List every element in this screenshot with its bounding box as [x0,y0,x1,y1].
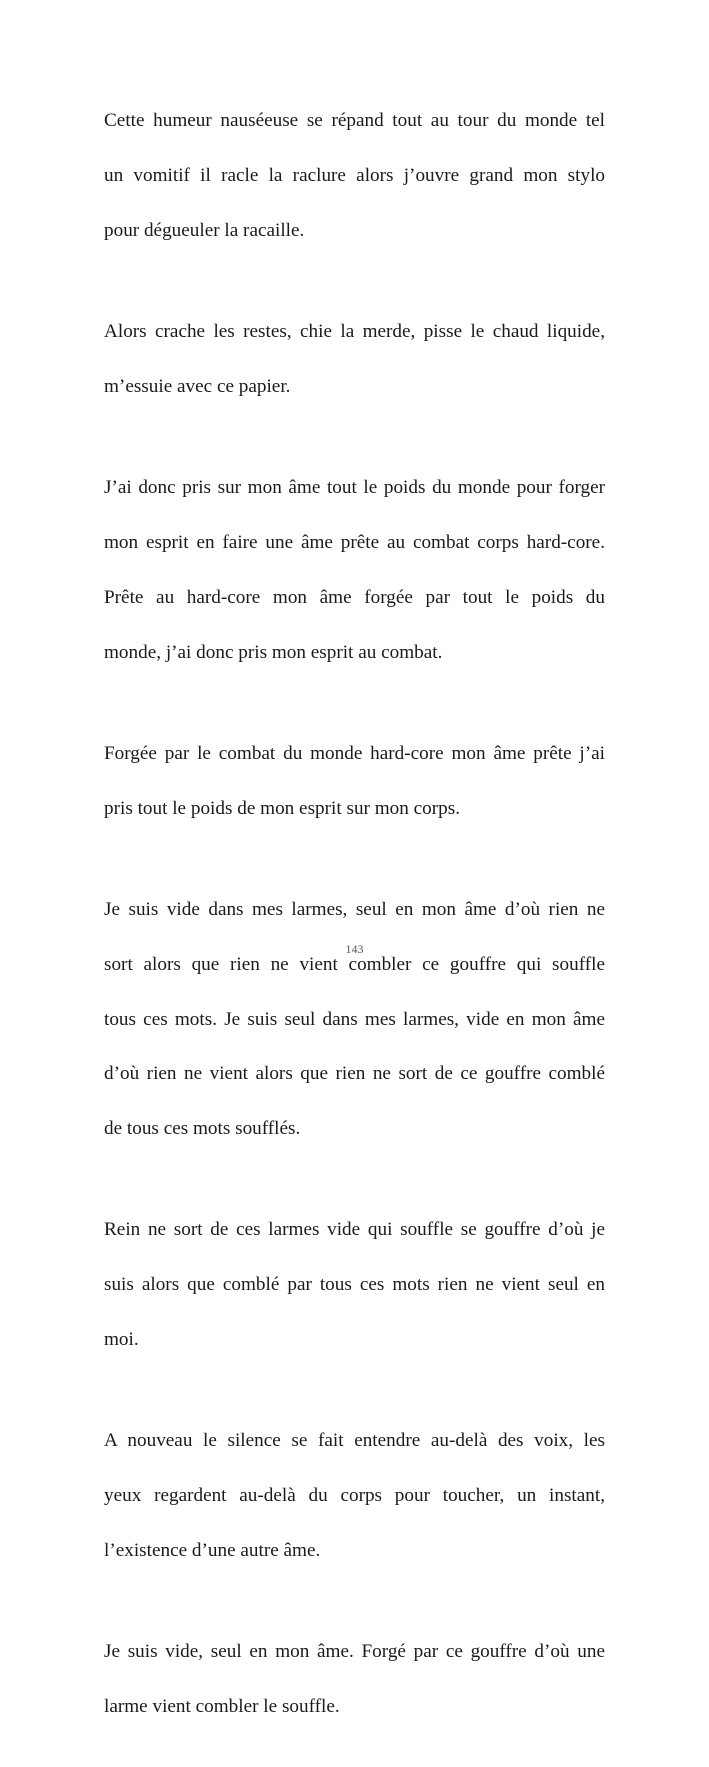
text-line: pris tout le poids de mon esprit sur mon corps. [104,797,460,819]
paragraph-3 [104,447,605,694]
text-line: d’où rien ne vient alors que rien ne sort de ce gouffre comblé [104,1063,605,1085]
text-line: suis alors que comblé par tous ces mots rien ne vient seul en [104,1274,605,1296]
text-line: J’ai donc pris sur mon âme tout le poids du monde pour forger [104,477,605,499]
paragraph-6 [104,1189,605,1381]
text-line: mon esprit en faire une âme prête au combat corps hard-core. [104,532,605,554]
text-line: Rein ne sort de ces larmes vide qui souffle se gouffre d’où je [104,1219,605,1241]
text-line: Alors crache les restes, chie la merde, pisse le chaud liquide, [104,321,605,343]
text-line: Cette humeur nauséeuse se répand tout au tour du monde tel [104,110,605,132]
paragraph-2 [104,291,605,428]
text-line: larme vient combler le souffle. [104,1695,340,1717]
text-line: pour dégueuler la racaille. [104,220,305,242]
text-line: monde, j’ai donc pris mon esprit au combat. [104,641,443,663]
body-text [104,80,605,1767]
page-number: 143 [345,942,364,956]
paragraph-4 [104,713,605,850]
paragraph-1 [104,80,605,272]
text-line: Forgée par le combat du monde hard-core mon âme prête j’ai [104,742,605,764]
text-line: de tous ces mots soufflés. [104,1118,301,1140]
text-line: un vomitif il racle la raclure alors j’ouvre grand mon stylo [104,165,605,187]
paragraph-5 [104,869,605,1170]
text-line: moi. [104,1329,139,1351]
text-line: m’essuie avec ce papier. [104,376,291,398]
text-line: A nouveau le silence se fait entendre au-delà des voix, les [104,1430,605,1452]
text-line: yeux regardent au-delà du corps pour toucher, un instant, [104,1485,605,1507]
paragraph-7 [104,1400,605,1592]
paragraph-8 [104,1611,605,1748]
text-line: Je suis vide dans mes larmes, seul en mon âme d’où rien ne [104,898,605,920]
text-line: Prête au hard-core mon âme forgée par tout le poids du [104,586,605,608]
text-line: l’existence d’une autre âme. [104,1539,321,1561]
text-line: Je suis vide, seul en mon âme. Forgé par ce gouffre d’où une [104,1641,605,1663]
text-line: tous ces mots. Je suis seul dans mes larmes, vide en mon âme [104,1008,605,1030]
text-line: sort alors que rien ne vient combler ce gouffre qui souffle [104,953,605,975]
